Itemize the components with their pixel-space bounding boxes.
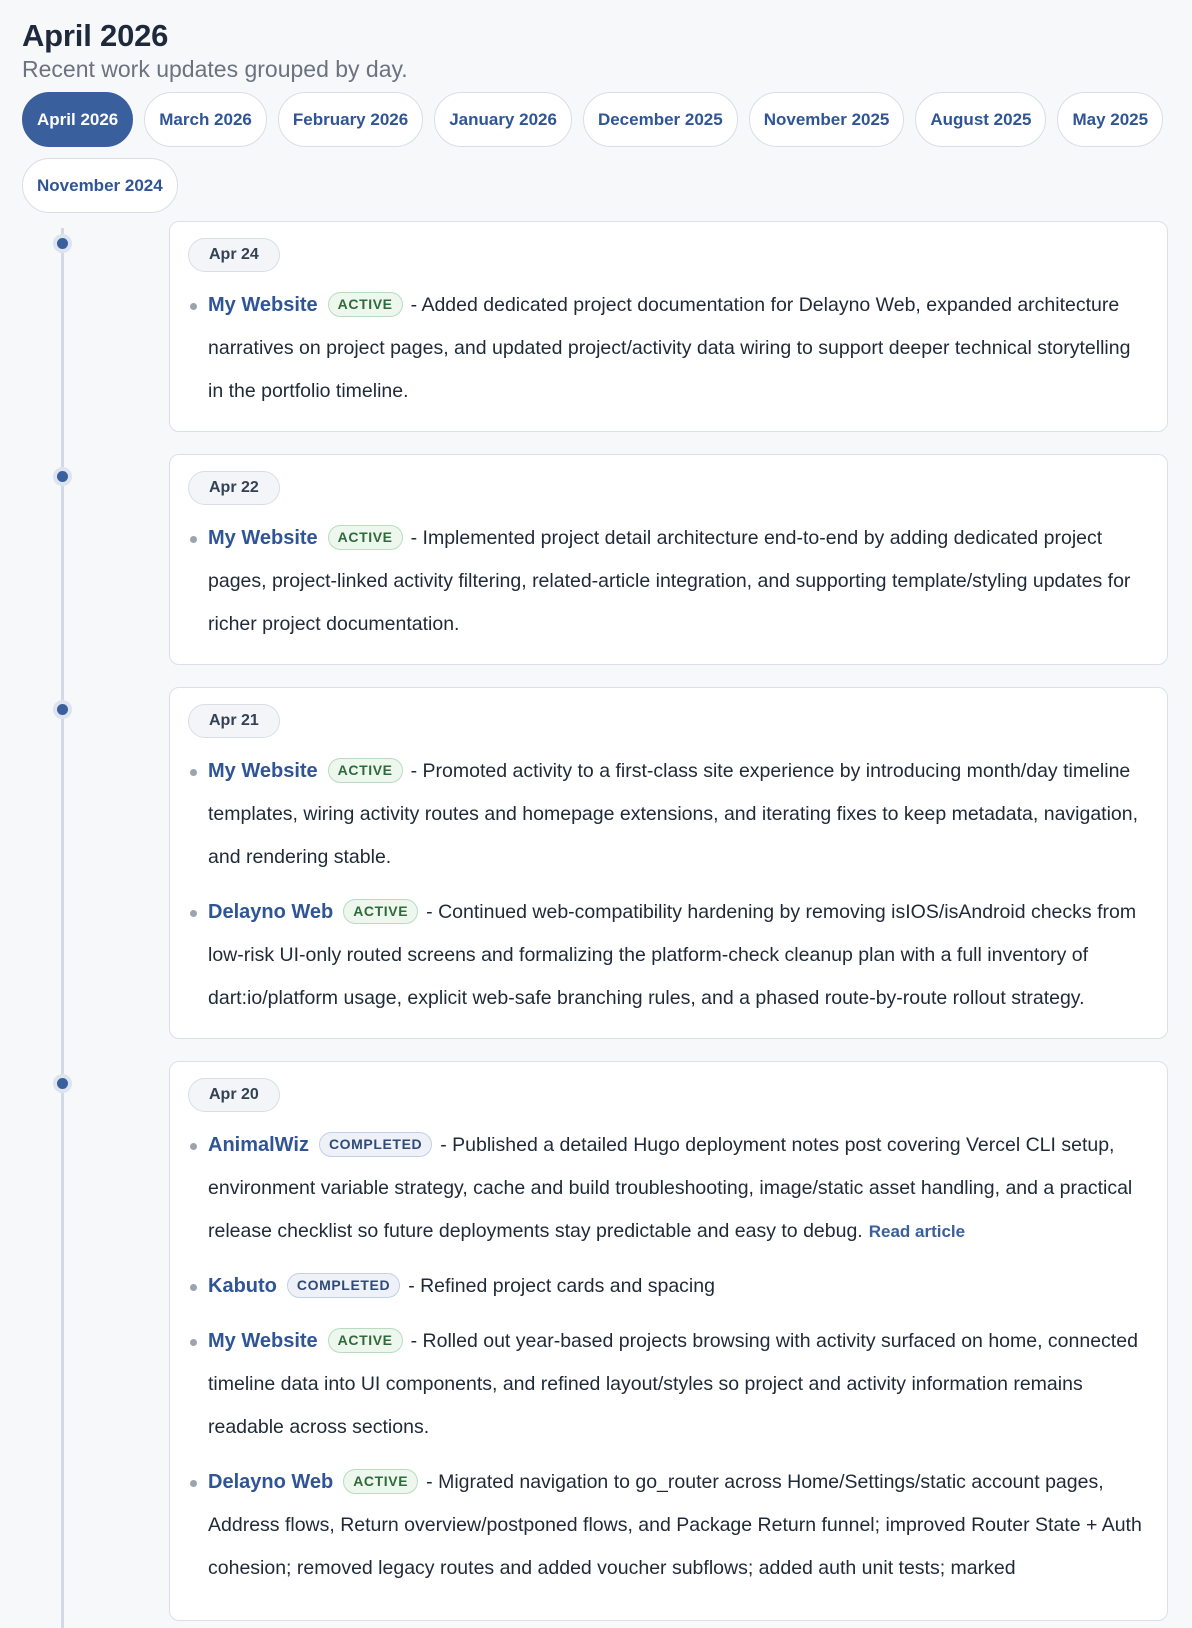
status-badge: ACTIVE: [328, 758, 403, 783]
date-badge: Apr 20: [188, 1078, 280, 1112]
list-item: [188, 284, 1149, 413]
status-badge: ACTIVE: [328, 1328, 403, 1353]
project-link[interactable]: Delayno Web: [208, 1471, 334, 1493]
entry-text: - Migrated navigation to go_router across Home/Settings/static account pages, Address flows, Return overview/postponed flows, and Package Return funnel; improved Router State + Auth cohesion; removed legacy routes and added voucher subflows; added auth unit tests; marked: [208, 1471, 1142, 1579]
timeline-dot: [53, 467, 72, 486]
timeline-dot: [53, 700, 72, 719]
entry-list: [188, 750, 1149, 1020]
project-link[interactable]: My Website: [208, 527, 318, 549]
project-link[interactable]: Delayno Web: [208, 901, 334, 923]
status-badge: ACTIVE: [328, 292, 403, 317]
timeline-dot: [53, 1074, 72, 1093]
entry-text: - Promoted activity to a first-class site experience by introducing month/day timeline templates, wiring activity routes and homepage extensions, and iterating fixes to keep metadata, navigation, and rendering stable.: [208, 760, 1139, 868]
entry-list: [188, 284, 1149, 413]
project-link[interactable]: My Website: [208, 760, 318, 782]
entry-text: - Continued web-compatibility hardening by removing isIOS/isAndroid checks from low-risk UI-only routed screens and formalizing the platform-check cleanup plan with a full inventory of dart:io/platform usage, explicit web-safe branching rules, and a phased route-by-route rollout strategy.: [208, 901, 1137, 1009]
month-pill-february-2026[interactable]: February 2026: [278, 92, 423, 147]
day-card: [169, 1061, 1168, 1621]
entry-text: - Added dedicated project documentation for Delayno Web, expanded architecture narratives on project pages, and updated project/activity data wiring to support deeper technical storytelling in the portfolio timeline.: [208, 294, 1131, 402]
entry-text: - Published a detailed Hugo deployment notes post covering Vercel CLI setup, environment variable strategy, cache and build troubleshooting, image/static asset handling, and a practical release checklist so future deployments stay predictable and easy to debug.: [208, 1134, 1133, 1242]
project-link[interactable]: Kabuto: [208, 1275, 277, 1297]
entry-list: [188, 517, 1149, 646]
status-badge: COMPLETED: [287, 1273, 400, 1298]
status-badge: COMPLETED: [319, 1132, 432, 1157]
month-pill-april-2026[interactable]: April 2026: [22, 92, 133, 147]
project-link[interactable]: AnimalWiz: [208, 1134, 309, 1156]
status-badge: ACTIVE: [343, 899, 418, 924]
entry-text: - Rolled out year-based projects browsing with activity surfaced on home, connected timeline data into UI components, and refined layout/styles so project and activity information remains readable across sections.: [208, 1330, 1138, 1438]
list-item: [188, 750, 1149, 879]
list-item: [188, 1124, 1149, 1253]
list-item: [188, 1265, 1149, 1308]
date-badge: Apr 22: [188, 471, 280, 505]
read-article-link[interactable]: Read article: [868, 1222, 966, 1241]
date-badge: Apr 24: [188, 238, 280, 272]
month-pill-march-2026[interactable]: March 2026: [144, 92, 267, 147]
month-pill-november-2024[interactable]: November 2024: [22, 158, 178, 213]
month-pill-may-2025[interactable]: May 2025: [1057, 92, 1163, 147]
status-badge: ACTIVE: [343, 1469, 418, 1494]
day-card: [169, 454, 1168, 665]
date-badge: Apr 21: [188, 704, 280, 738]
project-link[interactable]: My Website: [208, 1330, 318, 1352]
month-pill-january-2026[interactable]: January 2026: [434, 92, 572, 147]
list-item: [188, 1461, 1149, 1590]
list-item: [188, 891, 1149, 1020]
list-item: [188, 1320, 1149, 1449]
entry-text: - Implemented project detail architecture end-to-end by adding dedicated project pages, project-linked activity filtering, related-article integration, and supporting template/styling updates for richer project documentation.: [208, 527, 1131, 635]
status-badge: ACTIVE: [328, 525, 403, 550]
month-pill-august-2025[interactable]: August 2025: [915, 92, 1046, 147]
page-title: April 2026: [22, 18, 169, 53]
timeline-dot: [53, 234, 72, 253]
list-item: [188, 517, 1149, 646]
timeline-line: [61, 228, 64, 1628]
entry-list: [188, 1124, 1149, 1590]
day-card: [169, 687, 1168, 1039]
month-pill-december-2025[interactable]: December 2025: [583, 92, 738, 147]
day-card: [169, 221, 1168, 432]
month-pill-november-2025[interactable]: November 2025: [749, 92, 905, 147]
entry-text: - Refined project cards and spacing: [408, 1275, 715, 1297]
project-link[interactable]: My Website: [208, 294, 318, 316]
month-filter-nav: [22, 92, 1172, 213]
page-subtitle: Recent work updates grouped by day.: [22, 56, 408, 82]
